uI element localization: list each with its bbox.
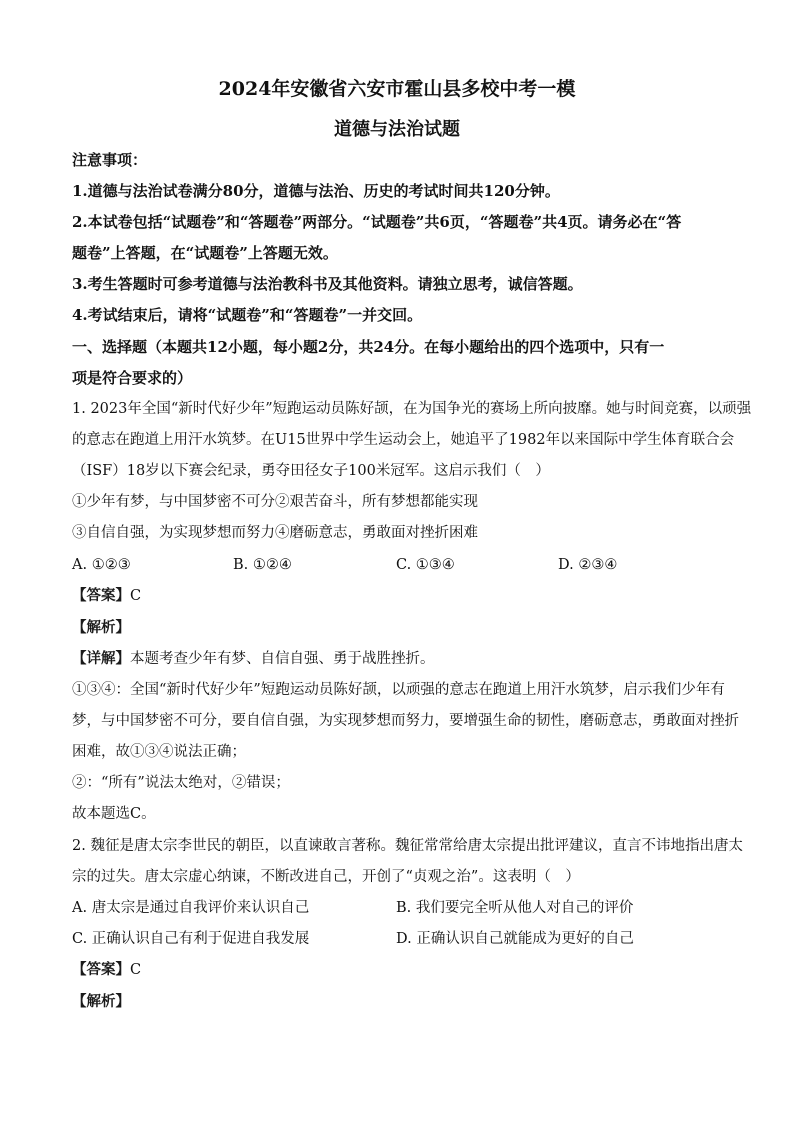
question-1-stem: 的意志在跑道上用汗水筑梦。在U15世界中学生运动会上，她追平了1982年以来国际中学生体育联合会	[72, 432, 735, 448]
question-2-option-c: C. 正确认识自己有利于促进自我发展	[72, 931, 310, 947]
answer-value: C	[130, 588, 142, 604]
question-1-conclusion: 故本题选C。	[72, 806, 156, 822]
answer-value: C	[130, 962, 142, 978]
question-1-option-d: D. ②③④	[558, 557, 618, 573]
question-2-option-d: D. 正确认识自己就能成为更好的自己	[396, 931, 634, 947]
question-1-answer	[72, 586, 732, 606]
question-1-option-a: A. ①②③	[72, 557, 131, 573]
question-1-explanation: ②：“所有”说法太绝对，②错误；	[72, 775, 290, 791]
answer-tag: 【答案】	[72, 587, 130, 604]
detail-text: 本题考查少年有梦、自信自强、勇于战胜挫折。	[130, 651, 435, 667]
section-heading-cont: 项是符合要求的）	[72, 369, 193, 387]
question-1-analysis-tag	[72, 618, 732, 638]
notice-item: 1.道德与法治试卷满分80分，道德与法治、历史的考试时间共120分钟。	[72, 182, 560, 200]
detail-tag: 【详解】	[72, 650, 130, 667]
analysis-tag: 【解析】	[72, 993, 130, 1010]
question-1-statement: ③自信自强，为实现梦想而努力④磨砺意志，勇敢面对挫折困难	[72, 525, 478, 541]
question-2-option-b: B. 我们要完全听从他人对自己的评价	[396, 900, 634, 916]
notice-item: 题卷”上答题，在“试题卷”上答题无效。	[72, 244, 338, 262]
question-1-stem: 1. 2023年全国“新时代好少年”短跑运动员陈好颉，在为国争光的赛场上所向披靡。她与时间竞赛，以顽强	[72, 401, 752, 417]
question-1-explanation: ①③④：全国“新时代好少年”短跑运动员陈好颉，以顽强的意志在跑道上用汗水筑梦，启示我们少年有	[72, 682, 725, 698]
question-2-analysis-tag	[72, 992, 732, 1012]
question-2-answer	[72, 960, 732, 980]
question-1-stem: （ISF）18岁以下赛会纪录，勇夺田径女子100米冠军。这启示我们（ ）	[72, 463, 550, 479]
analysis-tag: 【解析】	[72, 619, 130, 636]
answer-tag: 【答案】	[72, 961, 130, 978]
question-1-option-c: C. ①③④	[396, 557, 455, 573]
exam-title: 2024年安徽省六安市霍山县多校中考一模	[218, 78, 576, 100]
question-1-option-b: B. ①②④	[233, 557, 292, 573]
question-2-stem: 2. 魏征是唐太宗李世民的朝臣，以直谏敢言著称。魏征常常给唐太宗提出批评建议，直言不讳地指出唐太	[72, 838, 743, 854]
question-2-option-a: A. 唐太宗是通过自我评价来认识自己	[72, 900, 310, 916]
exam-subject: 道德与法治试题	[334, 119, 460, 140]
notice-item: 4.考试结束后，请将“试题卷”和“答题卷”一并交回。	[72, 306, 423, 324]
question-2-stem: 宗的过失。唐太宗虚心纳谏，不断改进自己，开创了“贞观之治”。这表明（ ）	[72, 869, 580, 885]
question-1-statement: ①少年有梦，与中国梦密不可分②艰苦奋斗，所有梦想都能实现	[72, 494, 478, 510]
question-1-explanation: 梦，与中国梦密不可分，要自信自强，为实现梦想而努力，要增强生命的韧性，磨砺意志，勇敢面对挫折	[72, 713, 739, 729]
notice-item: 2.本试卷包括“试题卷”和“答题卷”两部分。“试题卷”共6页，“答题卷”共4页。请务必在“答	[72, 213, 682, 231]
notice-item: 3.考生答题时可参考道德与法治教科书及其他资料。请独立思考，诚信答题。	[72, 275, 583, 293]
question-1-explanation: 困难，故①③④说法正确；	[72, 744, 246, 760]
section-heading: 一、选择题（本题共12小题，每小题2分，共24分。在每小题给出的四个选项中，只有一	[72, 338, 665, 356]
notice-heading: 注意事项：	[72, 151, 148, 169]
question-1-detail	[72, 649, 732, 669]
